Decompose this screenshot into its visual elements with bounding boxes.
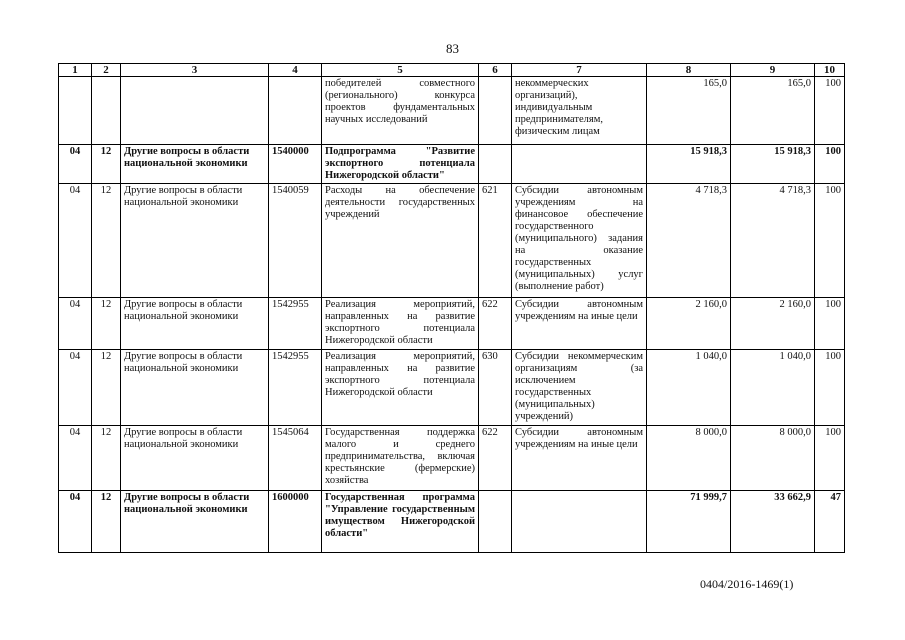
- cell-amount-plan: 165,0: [647, 77, 731, 145]
- cell-subsection: 12: [92, 491, 121, 553]
- cell-expense-type: [479, 77, 512, 145]
- header-row: [59, 64, 845, 77]
- cell-expense-name: [512, 145, 647, 184]
- cell-amount-actual: 15 918,3: [731, 145, 815, 184]
- cell-amount-actual: 4 718,3: [731, 184, 815, 298]
- cell-target-name: Расходы на обеспечение деятельности государственных учреждений: [322, 184, 479, 298]
- cell-section-name: [121, 77, 269, 145]
- cell-section-name: Другие вопросы в области национальной экономики: [121, 145, 269, 184]
- cell-target-code: 1540000: [269, 145, 322, 184]
- col-header: 8: [647, 64, 731, 77]
- cell-amount-plan: 2 160,0: [647, 298, 731, 350]
- page-number: 83: [446, 41, 459, 56]
- col-header: 10: [815, 64, 845, 77]
- table-row: [59, 350, 845, 426]
- cell-amount-plan: 15 918,3: [647, 145, 731, 184]
- col-header: 4: [269, 64, 322, 77]
- col-header: 9: [731, 64, 815, 77]
- cell-target-code: 1600000: [269, 491, 322, 553]
- cell-expense-name: Субсидии некоммерческим организациям (за исключением государственных (муниципальных) учреждений): [512, 350, 647, 426]
- cell-amount-actual: 1 040,0: [731, 350, 815, 426]
- cell-section-name: Другие вопросы в области национальной экономики: [121, 184, 269, 298]
- cell-amount-plan: 71 999,7: [647, 491, 731, 553]
- cell-target-code: 1542955: [269, 298, 322, 350]
- cell-percent: 100: [815, 145, 845, 184]
- table-row: [59, 145, 845, 184]
- cell-expense-type: 621: [479, 184, 512, 298]
- cell-amount-plan: 8 000,0: [647, 426, 731, 491]
- cell-percent: 100: [815, 298, 845, 350]
- cell-target-name: Подпрограмма "Развитие экспортного потенциала Нижегородской области": [322, 145, 479, 184]
- cell-section: 04: [59, 426, 92, 491]
- cell-target-name: победителей совместного (регионального) конкурса проектов фундаментальных научных исследований: [322, 77, 479, 145]
- cell-expense-name: Субсидии автономным учреждениям на иные цели: [512, 426, 647, 491]
- cell-amount-actual: 165,0: [731, 77, 815, 145]
- cell-percent: 100: [815, 350, 845, 426]
- cell-expense-name: Субсидии автономным учреждениям на иные цели: [512, 298, 647, 350]
- cell-section-name: Другие вопросы в области национальной экономики: [121, 350, 269, 426]
- col-header: 3: [121, 64, 269, 77]
- cell-target-code: 1540059: [269, 184, 322, 298]
- table-row: [59, 426, 845, 491]
- cell-amount-plan: 1 040,0: [647, 350, 731, 426]
- cell-expense-type: 622: [479, 426, 512, 491]
- cell-section: 04: [59, 491, 92, 553]
- col-header: 5: [322, 64, 479, 77]
- col-header: 7: [512, 64, 647, 77]
- cell-amount-actual: 33 662,9: [731, 491, 815, 553]
- cell-target-name: Государственная программа "Управление государственным имуществом Нижегородской области": [322, 491, 479, 553]
- cell-target-code: 1542955: [269, 350, 322, 426]
- cell-target-name: Реализация мероприятий, направленных на развитие экспортного потенциала Нижегородской области: [322, 350, 479, 426]
- cell-subsection: 12: [92, 184, 121, 298]
- cell-amount-actual: 8 000,0: [731, 426, 815, 491]
- table-body: [59, 77, 845, 553]
- cell-subsection: 12: [92, 426, 121, 491]
- cell-expense-name: [512, 491, 647, 553]
- cell-target-code: [269, 77, 322, 145]
- cell-target-name: Государственная поддержка малого и среднего предпринимательства, включая крестьянские (фермерские) хозяйства: [322, 426, 479, 491]
- cell-section-name: Другие вопросы в области национальной экономики: [121, 426, 269, 491]
- cell-target-code: 1545064: [269, 426, 322, 491]
- cell-expense-type: 630: [479, 350, 512, 426]
- cell-subsection: 12: [92, 145, 121, 184]
- cell-percent: 100: [815, 426, 845, 491]
- cell-percent: 100: [815, 77, 845, 145]
- table-row: [59, 491, 845, 553]
- cell-expense-type: [479, 145, 512, 184]
- budget-table: [58, 63, 845, 553]
- cell-section: 04: [59, 145, 92, 184]
- cell-amount-plan: 4 718,3: [647, 184, 731, 298]
- cell-target-name: Реализация мероприятий, направленных на развитие экспортного потенциала Нижегородской области: [322, 298, 479, 350]
- cell-section: 04: [59, 350, 92, 426]
- cell-expense-type: 622: [479, 298, 512, 350]
- cell-expense-name: Субсидии автономным учреждениям на финансовое обеспечение государственного (муниципального) задания на оказание государственных (муниципальных) услуг (выполнение работ): [512, 184, 647, 298]
- col-header: 6: [479, 64, 512, 77]
- cell-section: 04: [59, 184, 92, 298]
- cell-subsection: 12: [92, 350, 121, 426]
- table-row: [59, 77, 845, 145]
- table-row: [59, 298, 845, 350]
- cell-section-name: Другие вопросы в области национальной экономики: [121, 298, 269, 350]
- col-header: 2: [92, 64, 121, 77]
- cell-percent: 47: [815, 491, 845, 553]
- cell-expense-name: некоммерческих организаций), индивидуальным предпринимателям, физическим лицам: [512, 77, 647, 145]
- col-header: 1: [59, 64, 92, 77]
- cell-percent: 100: [815, 184, 845, 298]
- cell-section: [59, 77, 92, 145]
- cell-section: 04: [59, 298, 92, 350]
- table-row: [59, 184, 845, 298]
- cell-expense-type: [479, 491, 512, 553]
- cell-section-name: Другие вопросы в области национальной экономики: [121, 491, 269, 553]
- cell-subsection: 12: [92, 298, 121, 350]
- cell-amount-actual: 2 160,0: [731, 298, 815, 350]
- document-code: 0404/2016-1469(1): [700, 577, 794, 591]
- cell-subsection: [92, 77, 121, 145]
